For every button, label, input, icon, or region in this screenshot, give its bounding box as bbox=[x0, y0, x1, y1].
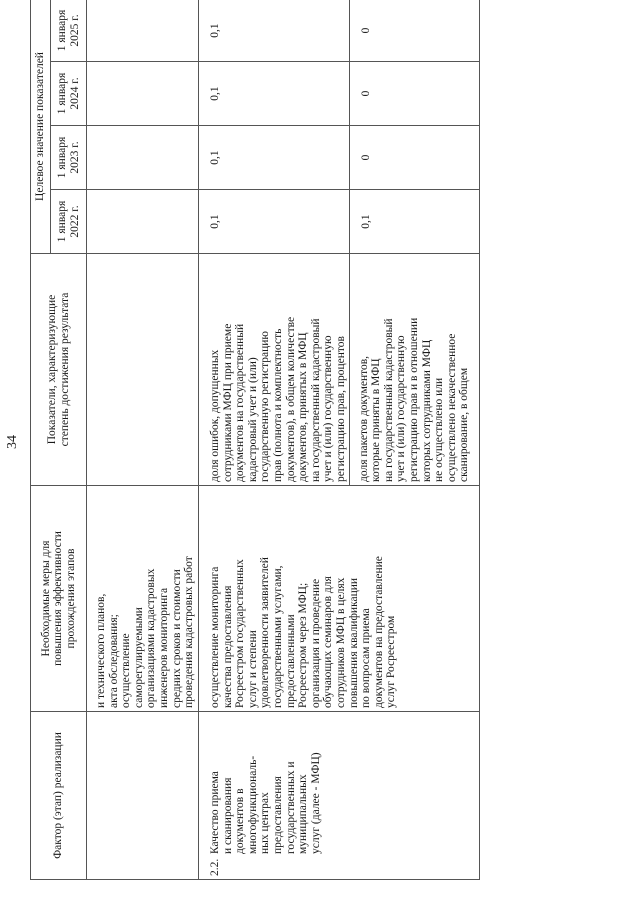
cell-empty bbox=[87, 254, 199, 486]
indicator-1-value-2023: 0,1 bbox=[199, 126, 350, 190]
page-number: 34 bbox=[5, 435, 20, 449]
header-year-2023: 1 января 2023 г. bbox=[51, 126, 87, 190]
header-factor: Фактор (этап) реализации bbox=[31, 712, 87, 880]
table-row-continuation bbox=[87, 0, 199, 880]
header-year-2022: 1 января 2022 г. bbox=[51, 190, 87, 254]
indicator-1-value-2025: 0,1 bbox=[199, 0, 350, 62]
indicator-1-text: доля ошибок, допущенных сотрудниками МФЦ при приеме документов на государственный кадастровый учет и (или) государственную регистрацию прав (полнота и комплектность документов), в общем количестве документов, принятых в МФЦ на государственный кадастровый учет и (или) государственную регистрацию прав, процентов bbox=[199, 254, 350, 486]
header-target-values: Целевое значение показателей bbox=[31, 0, 51, 254]
rotated-table-page bbox=[30, 0, 625, 880]
measures-cell: осуществление мониторинга качества предоставления Росреестром государственных услуг и степени удовлетворенности заявителей государственными услугами, предоставленными Росреестром через МФЦ; организация и проведение обучающих семинаров для сотрудников МФЦ в целях повышения квалификации по вопросам приема документов на предоставление услуг Росреестром bbox=[199, 486, 480, 712]
cell-empty bbox=[87, 0, 199, 62]
factor-text: Качество приема и сканирования документов в многофункциональ- ных центрах предоставления государственных и муниципальных услуг (далее - МФЦ) bbox=[209, 752, 322, 854]
indicator-2-value-2025: 0 bbox=[349, 0, 479, 62]
indicator-2-text: доля пакетов документов, которые приняты в МФЦ на государственный кадастровый учет и (или) государственную регистрацию прав и в отношении которых сотрудниками МФЦ не осуществлено или осуществлено некачественное сканирование, в общем bbox=[349, 254, 479, 486]
header-measures: Необходимые меры для повышения эффективности прохождения этапов bbox=[31, 486, 87, 712]
indicator-1-value-2024: 0,1 bbox=[199, 62, 350, 126]
header-indicators: Показатели, характеризующие степень достижения результата bbox=[31, 254, 87, 486]
cell-empty bbox=[87, 712, 199, 880]
row-number: 2.2. bbox=[209, 858, 221, 876]
cell-empty bbox=[87, 190, 199, 254]
header-year-2025: 1 января 2025 г. bbox=[51, 0, 87, 62]
cell-empty bbox=[87, 62, 199, 126]
header-year-2024: 1 января 2024 г. bbox=[51, 62, 87, 126]
indicator-2-value-2022: 0,1 bbox=[349, 190, 479, 254]
table-row-2-2 bbox=[199, 0, 350, 880]
indicator-1-value-2022: 0,1 bbox=[199, 190, 350, 254]
indicator-2-value-2023: 0 bbox=[349, 126, 479, 190]
indicators-table bbox=[30, 0, 480, 880]
cell-empty bbox=[87, 126, 199, 190]
continuation-measures: и технического планов, акта обследования; осуществление саморегулируемыми организациями кадастровых инженеров мониторинга средних сроков и стоимости проведения кадастровых работ bbox=[87, 486, 199, 712]
indicator-2-value-2024: 0 bbox=[349, 62, 479, 126]
factor-cell bbox=[199, 712, 480, 880]
